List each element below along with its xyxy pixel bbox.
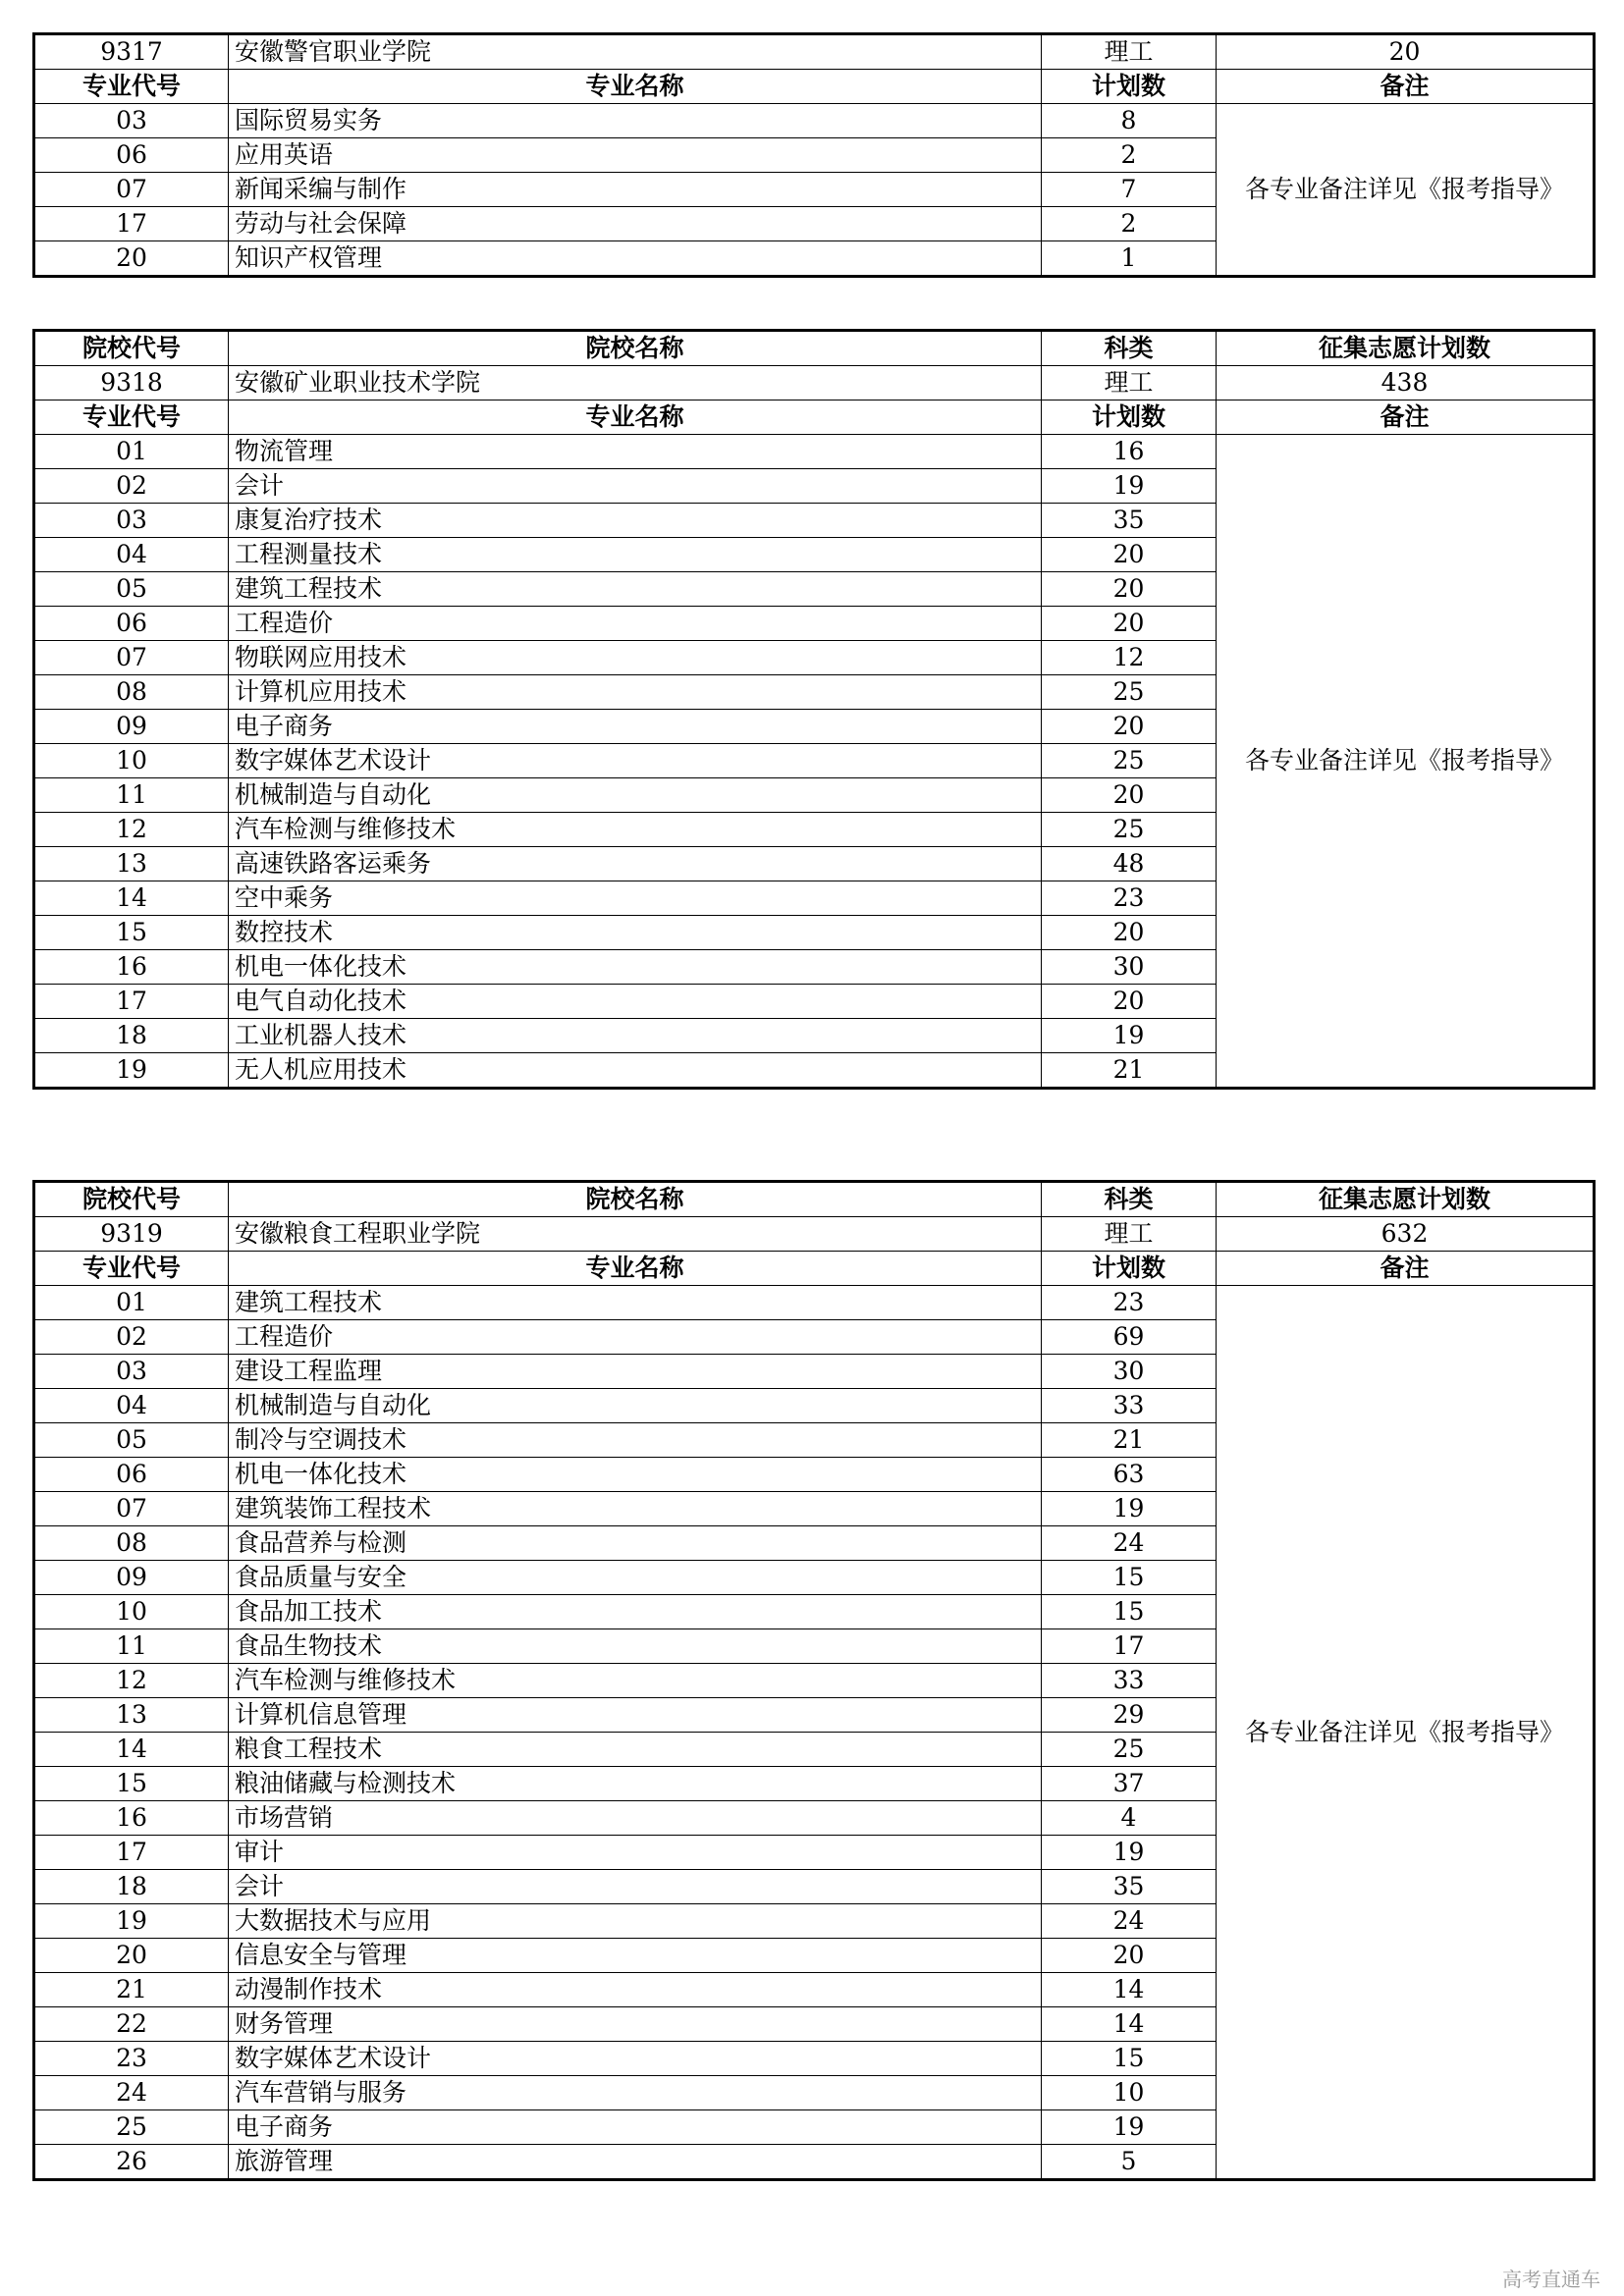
major-name: 动漫制作技术 (229, 1973, 1042, 2007)
plan-count: 5 (1042, 2145, 1217, 2180)
major-code: 17 (34, 1836, 229, 1870)
category: 理工 (1042, 1217, 1217, 1252)
major-name: 食品质量与安全 (229, 1561, 1042, 1595)
school-table-9317 (32, 32, 1596, 278)
school-header-row (34, 1182, 1595, 1217)
major-code: 25 (34, 2110, 229, 2145)
major-name: 建设工程监理 (229, 1355, 1042, 1389)
major-name: 建筑装饰工程技术 (229, 1492, 1042, 1526)
plan-count: 16 (1042, 435, 1217, 469)
plan-count: 19 (1042, 1492, 1217, 1526)
plan-count: 23 (1042, 1286, 1217, 1320)
plan-total-header: 征集志愿计划数 (1217, 331, 1595, 366)
major-code: 06 (34, 1458, 229, 1492)
plan-count: 19 (1042, 469, 1217, 504)
school-header-row (34, 331, 1595, 366)
plan-count: 37 (1042, 1767, 1217, 1801)
major-code: 19 (34, 1904, 229, 1939)
major-name: 高速铁路客运乘务 (229, 847, 1042, 881)
plan-total: 438 (1217, 366, 1595, 400)
plan-count: 19 (1042, 2110, 1217, 2145)
major-name: 工程造价 (229, 607, 1042, 641)
major-code: 18 (34, 1870, 229, 1904)
plan-count: 2 (1042, 207, 1217, 241)
major-name: 数字媒体艺术设计 (229, 2042, 1042, 2076)
plan-count: 69 (1042, 1320, 1217, 1355)
major-code: 17 (34, 207, 229, 241)
major-name: 劳动与社会保障 (229, 207, 1042, 241)
plan-count: 30 (1042, 950, 1217, 985)
plan-count: 20 (1042, 778, 1217, 813)
major-code: 23 (34, 2042, 229, 2076)
major-code-header: 专业代号 (34, 400, 229, 435)
school-info-row (34, 34, 1595, 70)
major-code: 01 (34, 435, 229, 469)
major-name: 计算机应用技术 (229, 675, 1042, 710)
plan-count: 15 (1042, 2042, 1217, 2076)
major-name: 应用英语 (229, 138, 1042, 173)
major-code: 13 (34, 847, 229, 881)
major-code: 04 (34, 538, 229, 572)
major-name: 粮食工程技术 (229, 1733, 1042, 1767)
major-name: 电气自动化技术 (229, 985, 1042, 1019)
school-table-9318 (32, 329, 1596, 1090)
plan-count: 21 (1042, 1053, 1217, 1089)
major-name-header: 专业名称 (229, 1252, 1042, 1286)
major-name: 物联网应用技术 (229, 641, 1042, 675)
plan-count: 12 (1042, 641, 1217, 675)
major-name: 工业机器人技术 (229, 1019, 1042, 1053)
major-name: 机械制造与自动化 (229, 778, 1042, 813)
major-name: 制冷与空调技术 (229, 1423, 1042, 1458)
major-name: 工程测量技术 (229, 538, 1042, 572)
major-code: 20 (34, 1939, 229, 1973)
major-name: 汽车营销与服务 (229, 2076, 1042, 2110)
plan-count-header: 计划数 (1042, 400, 1217, 435)
major-row (34, 104, 1595, 138)
major-code: 16 (34, 950, 229, 985)
plan-count: 10 (1042, 2076, 1217, 2110)
major-name: 汽车检测与维修技术 (229, 1664, 1042, 1698)
plan-count: 63 (1042, 1458, 1217, 1492)
major-code: 07 (34, 641, 229, 675)
plan-count: 25 (1042, 1733, 1217, 1767)
major-code: 14 (34, 1733, 229, 1767)
plan-count: 20 (1042, 572, 1217, 607)
major-code: 08 (34, 675, 229, 710)
major-code: 14 (34, 881, 229, 916)
school-name: 安徽警官职业学院 (229, 34, 1042, 70)
major-code: 04 (34, 1389, 229, 1423)
plan-count: 30 (1042, 1355, 1217, 1389)
major-name: 电子商务 (229, 2110, 1042, 2145)
major-name: 康复治疗技术 (229, 504, 1042, 538)
major-code: 13 (34, 1698, 229, 1733)
major-name: 食品营养与检测 (229, 1526, 1042, 1561)
major-code: 06 (34, 138, 229, 173)
major-code: 06 (34, 607, 229, 641)
school-code: 9317 (34, 34, 229, 70)
plan-count: 20 (1042, 1939, 1217, 1973)
remark-header: 备注 (1217, 1252, 1595, 1286)
major-code: 07 (34, 173, 229, 207)
major-name: 数字媒体艺术设计 (229, 744, 1042, 778)
major-name: 建筑工程技术 (229, 572, 1042, 607)
plan-count: 25 (1042, 675, 1217, 710)
remark-note: 各专业备注详见《报考指导》 (1217, 435, 1595, 1089)
plan-count: 8 (1042, 104, 1217, 138)
school-code: 9318 (34, 366, 229, 400)
plan-count: 14 (1042, 2007, 1217, 2042)
school-code: 9319 (34, 1217, 229, 1252)
major-code: 03 (34, 504, 229, 538)
plan-count: 2 (1042, 138, 1217, 173)
plan-count: 24 (1042, 1526, 1217, 1561)
plan-count: 20 (1042, 538, 1217, 572)
major-name: 数控技术 (229, 916, 1042, 950)
plan-count: 23 (1042, 881, 1217, 916)
major-row (34, 435, 1595, 469)
plan-count: 20 (1042, 710, 1217, 744)
major-code: 09 (34, 1561, 229, 1595)
school-code-header: 院校代号 (34, 1182, 229, 1217)
major-code: 22 (34, 2007, 229, 2042)
major-name: 食品加工技术 (229, 1595, 1042, 1629)
major-name: 信息安全与管理 (229, 1939, 1042, 1973)
major-row (34, 1286, 1595, 1320)
major-code: 18 (34, 1019, 229, 1053)
major-name: 食品生物技术 (229, 1629, 1042, 1664)
major-name: 粮油储藏与检测技术 (229, 1767, 1042, 1801)
plan-count: 25 (1042, 813, 1217, 847)
major-code: 10 (34, 744, 229, 778)
plan-count: 15 (1042, 1561, 1217, 1595)
major-code: 05 (34, 572, 229, 607)
major-name: 汽车检测与维修技术 (229, 813, 1042, 847)
major-header-row (34, 400, 1595, 435)
major-code: 08 (34, 1526, 229, 1561)
major-name: 无人机应用技术 (229, 1053, 1042, 1089)
major-code: 12 (34, 1664, 229, 1698)
major-code-header: 专业代号 (34, 1252, 229, 1286)
category-header: 科类 (1042, 1182, 1217, 1217)
major-code: 11 (34, 1629, 229, 1664)
major-code: 03 (34, 1355, 229, 1389)
school-info-row (34, 366, 1595, 400)
major-name: 工程造价 (229, 1320, 1042, 1355)
plan-count-header: 计划数 (1042, 1252, 1217, 1286)
category: 理工 (1042, 366, 1217, 400)
major-name: 机电一体化技术 (229, 1458, 1042, 1492)
school-name-header: 院校名称 (229, 1182, 1042, 1217)
major-code: 17 (34, 985, 229, 1019)
major-code: 26 (34, 2145, 229, 2180)
plan-count: 35 (1042, 504, 1217, 538)
plan-count: 35 (1042, 1870, 1217, 1904)
major-code: 15 (34, 916, 229, 950)
major-header-row (34, 70, 1595, 104)
plan-count: 25 (1042, 744, 1217, 778)
major-code: 12 (34, 813, 229, 847)
plan-count: 14 (1042, 1973, 1217, 2007)
plan-count: 33 (1042, 1389, 1217, 1423)
major-code: 21 (34, 1973, 229, 2007)
major-name: 建筑工程技术 (229, 1286, 1042, 1320)
major-code: 05 (34, 1423, 229, 1458)
major-code: 20 (34, 241, 229, 277)
plan-count-header: 计划数 (1042, 70, 1217, 104)
major-name: 计算机信息管理 (229, 1698, 1042, 1733)
major-code: 02 (34, 1320, 229, 1355)
major-name: 知识产权管理 (229, 241, 1042, 277)
major-name: 国际贸易实务 (229, 104, 1042, 138)
major-code: 16 (34, 1801, 229, 1836)
plan-count: 20 (1042, 985, 1217, 1019)
major-code: 19 (34, 1053, 229, 1089)
major-name: 空中乘务 (229, 881, 1042, 916)
plan-count: 20 (1042, 607, 1217, 641)
category: 理工 (1042, 34, 1217, 70)
school-info-row (34, 1217, 1595, 1252)
plan-total-header: 征集志愿计划数 (1217, 1182, 1595, 1217)
major-name: 市场营销 (229, 1801, 1042, 1836)
plan-count: 17 (1042, 1629, 1217, 1664)
plan-count: 19 (1042, 1836, 1217, 1870)
plan-count: 33 (1042, 1664, 1217, 1698)
plan-count: 24 (1042, 1904, 1217, 1939)
major-name: 会计 (229, 469, 1042, 504)
remark-header: 备注 (1217, 400, 1595, 435)
major-header-row (34, 1252, 1595, 1286)
plan-count: 29 (1042, 1698, 1217, 1733)
major-code-header: 专业代号 (34, 70, 229, 104)
major-code: 09 (34, 710, 229, 744)
plan-count: 1 (1042, 241, 1217, 277)
plan-count: 19 (1042, 1019, 1217, 1053)
major-code: 10 (34, 1595, 229, 1629)
major-name: 财务管理 (229, 2007, 1042, 2042)
major-name: 大数据技术与应用 (229, 1904, 1042, 1939)
school-name-header: 院校名称 (229, 331, 1042, 366)
major-name: 会计 (229, 1870, 1042, 1904)
major-code: 15 (34, 1767, 229, 1801)
school-code-header: 院校代号 (34, 331, 229, 366)
remark-header: 备注 (1217, 70, 1595, 104)
plan-count: 7 (1042, 173, 1217, 207)
major-name: 物流管理 (229, 435, 1042, 469)
plan-count: 48 (1042, 847, 1217, 881)
school-table-9319 (32, 1180, 1596, 2181)
major-name-header: 专业名称 (229, 70, 1042, 104)
major-name: 机电一体化技术 (229, 950, 1042, 985)
remark-note: 各专业备注详见《报考指导》 (1217, 104, 1595, 277)
school-name: 安徽粮食工程职业学院 (229, 1217, 1042, 1252)
major-code: 11 (34, 778, 229, 813)
watermark-text: 高考直通车 (1502, 2268, 1600, 2291)
plan-count: 4 (1042, 1801, 1217, 1836)
plan-total: 632 (1217, 1217, 1595, 1252)
major-name: 旅游管理 (229, 2145, 1042, 2180)
plan-total: 20 (1217, 34, 1595, 70)
major-code: 03 (34, 104, 229, 138)
category-header: 科类 (1042, 331, 1217, 366)
major-name: 电子商务 (229, 710, 1042, 744)
major-name: 机械制造与自动化 (229, 1389, 1042, 1423)
plan-count: 15 (1042, 1595, 1217, 1629)
remark-note: 各专业备注详见《报考指导》 (1217, 1286, 1595, 2180)
major-name: 审计 (229, 1836, 1042, 1870)
major-name-header: 专业名称 (229, 400, 1042, 435)
major-code: 24 (34, 2076, 229, 2110)
major-name: 新闻采编与制作 (229, 173, 1042, 207)
major-code: 07 (34, 1492, 229, 1526)
school-name: 安徽矿业职业技术学院 (229, 366, 1042, 400)
major-code: 02 (34, 469, 229, 504)
major-code: 01 (34, 1286, 229, 1320)
plan-count: 21 (1042, 1423, 1217, 1458)
plan-count: 20 (1042, 916, 1217, 950)
